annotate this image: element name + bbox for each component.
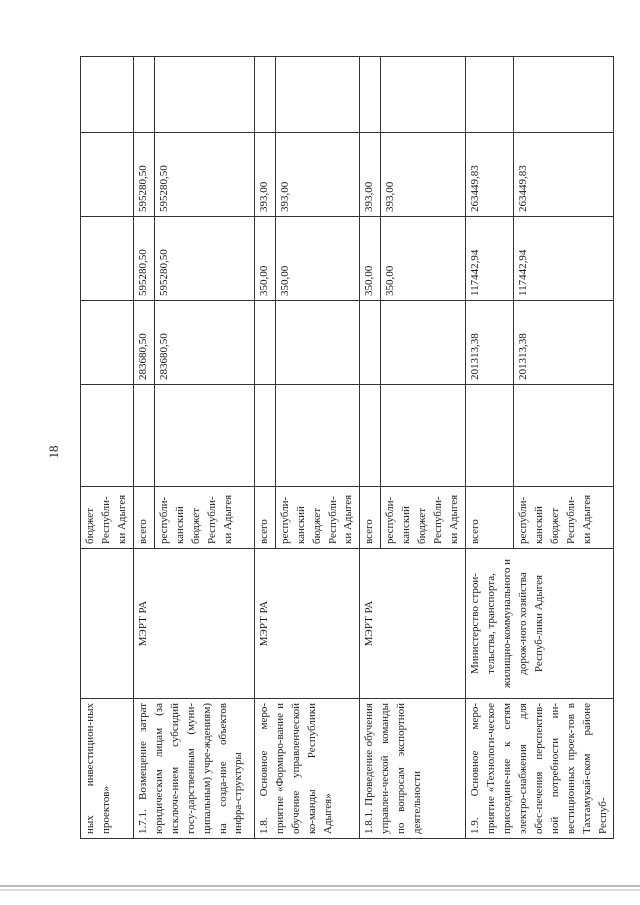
value-cell: 350,00 [381, 217, 466, 301]
value-cell [381, 385, 466, 487]
value-cell: 595280,50 [133, 217, 154, 301]
measure-cell: 1.8.1. Проведение обучения управлен-ческой команды по вопросам экспортной деятельности [360, 699, 466, 839]
value-cell [514, 57, 614, 133]
value-cell [360, 57, 381, 133]
value-cell: 263449,83 [466, 133, 514, 217]
value-cell [381, 57, 466, 133]
value-cell [254, 57, 275, 133]
value-cell: 393,00 [254, 133, 275, 217]
value-cell: 595280,50 [154, 217, 254, 301]
value-cell: 393,00 [360, 133, 381, 217]
executor-cell: МЭРТ РА [254, 549, 360, 699]
value-cell [360, 385, 381, 487]
value-cell [381, 301, 466, 385]
executor-cell [81, 549, 134, 699]
source-all-cell: всего [133, 487, 154, 549]
value-cell [466, 385, 514, 487]
value-cell: 595280,50 [133, 133, 154, 217]
value-cell: 263449,83 [514, 133, 614, 217]
value-cell [81, 133, 134, 217]
financing-table [80, 56, 614, 839]
measure-cell: ных инвестицион-ных проектов» [81, 699, 134, 839]
value-cell: 595280,50 [154, 133, 254, 217]
source-cell: республи-канский бюджет Республи-ки Адыгея [514, 487, 614, 549]
source-cell: бюджет Республи-ки Адыгея [81, 487, 134, 549]
page-number: 18 [46, 445, 61, 459]
value-cell [154, 57, 254, 133]
value-cell [154, 385, 254, 487]
measure-cell: 1.7.1. Возмещение затрат юридическим лицам (за исключе-нием субсидий госу-дарственным (муни-ципальным) учре-ждениям) на созда-ние объектов инфра-структуры [133, 699, 254, 839]
executor-cell: МЭРТ РА [133, 549, 254, 699]
value-cell: 117442,94 [466, 217, 514, 301]
value-cell [466, 57, 514, 133]
value-cell [81, 217, 134, 301]
source-cell: республи-канский бюджет Республи-ки Адыгея [154, 487, 254, 549]
value-cell: 350,00 [275, 217, 360, 301]
value-cell [275, 57, 360, 133]
value-cell: 393,00 [381, 133, 466, 217]
table-row [81, 57, 134, 839]
value-cell: 201313,38 [514, 301, 614, 385]
source-all-cell: всего [254, 487, 275, 549]
value-cell [81, 57, 134, 133]
rotated-landscape-sheet [40, 57, 609, 847]
source-all-cell: всего [360, 487, 381, 549]
value-cell: 117442,94 [514, 217, 614, 301]
value-cell [254, 385, 275, 487]
value-cell [360, 301, 381, 385]
value-cell [275, 385, 360, 487]
binding-edge-line [0, 889, 640, 891]
value-cell: 350,00 [360, 217, 381, 301]
value-cell: 393,00 [275, 133, 360, 217]
value-cell: 201313,38 [466, 301, 514, 385]
binding-edge-line [0, 885, 640, 887]
value-cell: 350,00 [254, 217, 275, 301]
value-cell [275, 301, 360, 385]
table-row [360, 57, 381, 839]
source-cell: республи-канский бюджет Республи-ки Адыгея [275, 487, 360, 549]
value-cell [81, 385, 134, 487]
table-row [133, 57, 154, 839]
value-cell [514, 385, 614, 487]
source-cell: республи-канский бюджет Республи-ки Адыгея [381, 487, 466, 549]
value-cell: 283680,50 [133, 301, 154, 385]
executor-cell: Министерство строи-тельства, транспорта, жилищно-коммунального и дорож-ного хозяйства Респуб-лики Адыгея [466, 549, 614, 699]
value-cell [81, 301, 134, 385]
source-all-cell: всего [466, 487, 514, 549]
table-row [466, 57, 514, 839]
measure-cell: 1.9. Основное меро-приятие «Технологи-ческое присоедине-ние к сетям электро-снабжения для обес-печения перспектив-ной потребности ин-вестиционных проек-тов в Тахтамукай-ском районе Респуб- [466, 699, 614, 839]
table-row [254, 57, 275, 839]
executor-cell: МЭРТ РА [360, 549, 466, 699]
measure-cell: 1.8. Основное меро-приятие «Формиро-вание и обучение управленческой ко-манды Республики Адыгея» [254, 699, 360, 839]
value-cell: 283680,50 [154, 301, 254, 385]
value-cell [133, 57, 154, 133]
value-cell [133, 385, 154, 487]
value-cell [254, 301, 275, 385]
